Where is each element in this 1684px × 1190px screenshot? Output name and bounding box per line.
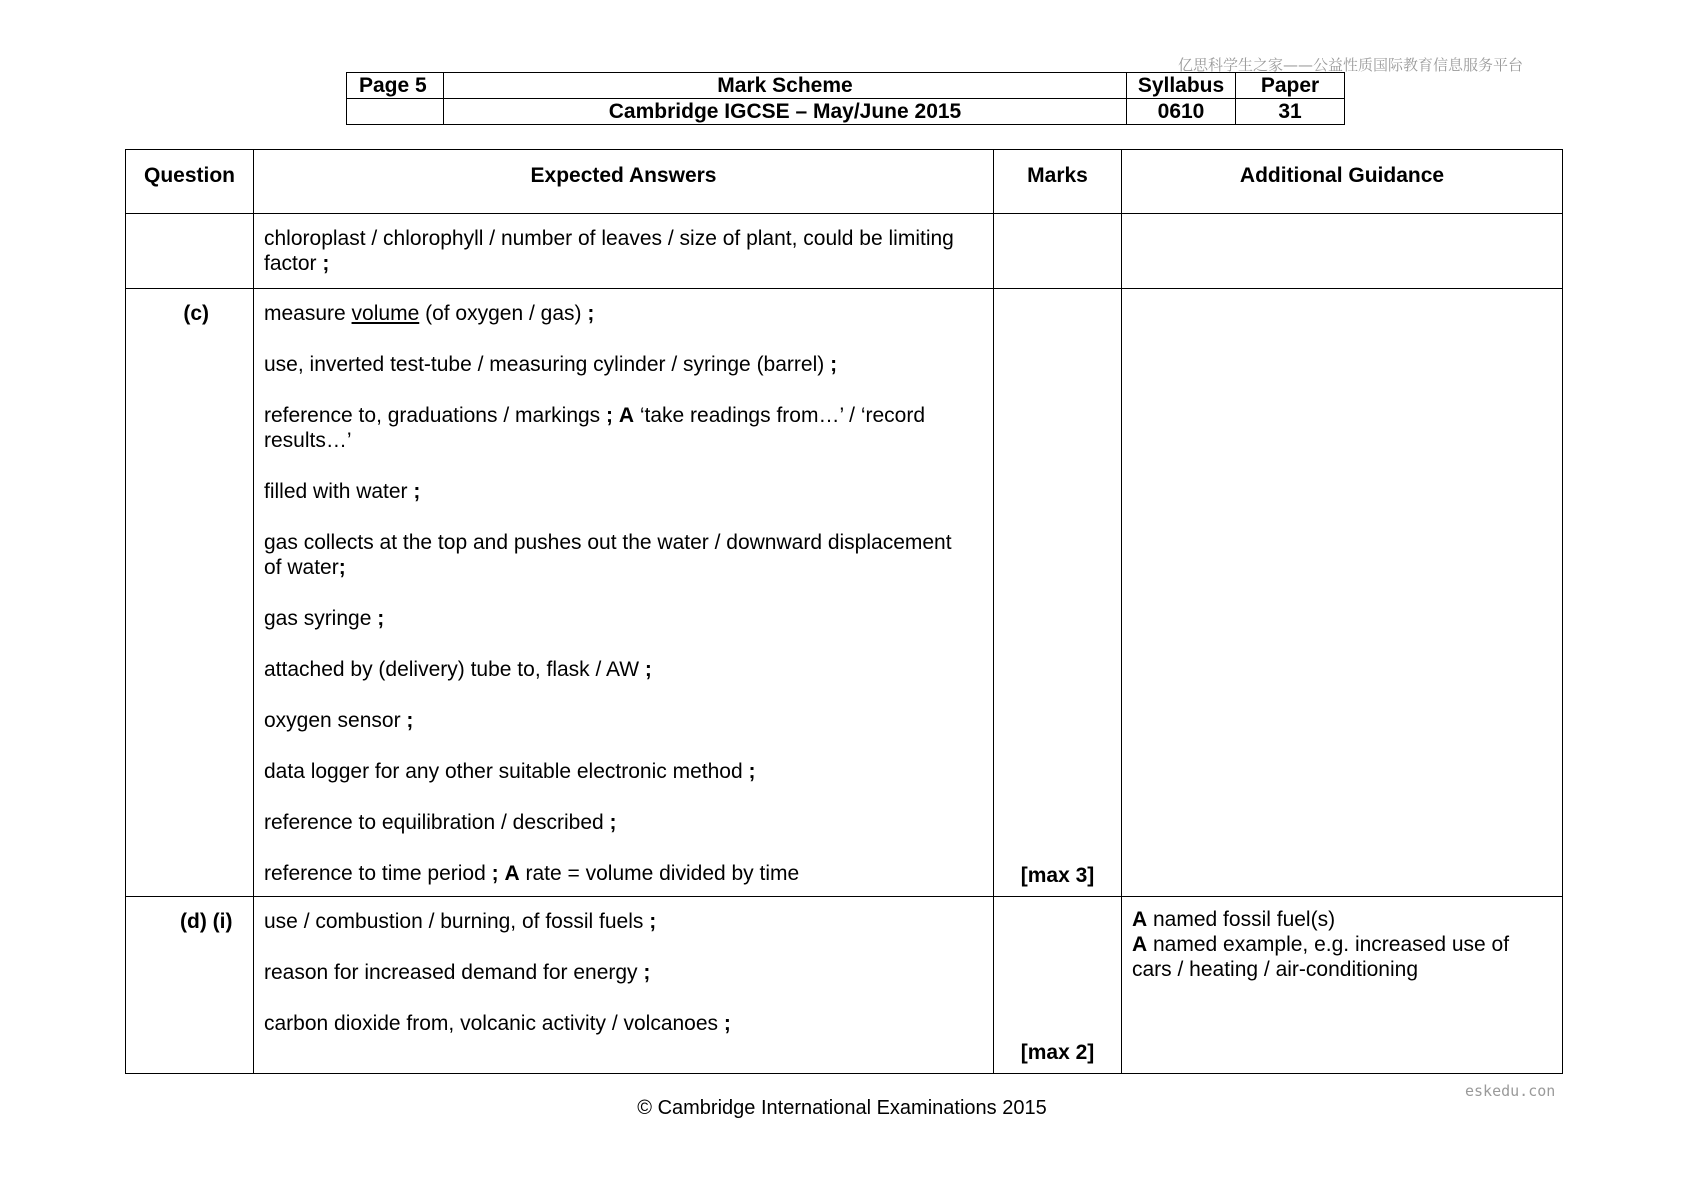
header-answers: Expected Answers — [254, 150, 994, 214]
answer-line: use / combustion / burning, of fossil fuels ; — [264, 910, 657, 933]
answer-line: gas syringe ; — [264, 607, 385, 630]
answer-line: attached by (delivery) tube to, flask / AW ; — [264, 658, 652, 681]
answer-cell — [254, 897, 994, 1074]
question-cell — [126, 897, 254, 1074]
marks-value: [max 2] — [1020, 1041, 1095, 1064]
answer-line: reference to time period ; A rate = volume divided by time — [264, 862, 800, 885]
header-marks: Marks — [994, 150, 1122, 214]
mark-scheme-table — [125, 149, 1563, 1074]
watermark-bottom: eskedu.con — [1465, 1082, 1556, 1100]
guidance-cell — [1122, 897, 1563, 1074]
answer-line: chloroplast / chlorophyll / number of leaves / size of plant, could be limiting — [264, 227, 954, 250]
question-label: (d) (i) — [180, 910, 233, 933]
guidance-line: cars / heating / air-conditioning — [1132, 958, 1418, 981]
syllabus-label: Syllabus — [1127, 73, 1236, 99]
table-row — [126, 897, 1563, 1074]
answer-line: measure volume (of oxygen / gas) ; — [264, 302, 595, 325]
marks-value: [max 3] — [1020, 864, 1095, 887]
header-question: Question — [126, 150, 254, 214]
answer-line: gas collects at the top and pushes out the water / downward displacement — [264, 531, 952, 554]
marks-cell — [994, 897, 1122, 1074]
answer-cell — [254, 289, 994, 897]
answer-line: reference to equilibration / described ; — [264, 811, 617, 834]
syllabus-value: 0610 — [1127, 99, 1236, 125]
answer-line: oxygen sensor ; — [264, 709, 414, 732]
table-row — [126, 214, 1563, 289]
paper-value: 31 — [1236, 99, 1345, 125]
question-cell — [126, 214, 254, 289]
answer-cell — [254, 214, 994, 289]
footer-copyright: © Cambridge International Examinations 2015 — [637, 1097, 1047, 1119]
table-row — [126, 289, 1563, 897]
answer-line: carbon dioxide from, volcanic activity / volcanoes ; — [264, 1012, 731, 1035]
answer-line: filled with water ; — [264, 480, 421, 503]
guidance-line: A named example, e.g. increased use of — [1132, 933, 1510, 956]
header-title: Mark Scheme — [444, 73, 1127, 99]
answer-line: of water; — [264, 556, 346, 579]
watermark-top: 亿思科学生之家——公益性质国际教育信息服务平台 — [1178, 56, 1524, 74]
answer-line: factor ; — [264, 252, 330, 275]
page-number: Page 5 — [347, 73, 444, 99]
answer-line: results…’ — [264, 429, 352, 452]
marks-cell — [994, 289, 1122, 897]
question-label: (c) — [183, 302, 209, 325]
guidance-line: A named fossil fuel(s) — [1132, 908, 1336, 931]
marks-cell — [994, 214, 1122, 289]
answer-line: reference to, graduations / markings ; A ‘take readings from…’ / ‘record — [264, 404, 926, 427]
question-cell — [126, 289, 254, 897]
answer-line: reason for increased demand for energy ; — [264, 961, 651, 984]
guidance-cell — [1122, 289, 1563, 897]
paper-label: Paper — [1236, 73, 1345, 99]
header-subtitle: Cambridge IGCSE – May/June 2015 — [444, 99, 1127, 125]
header-guidance: Additional Guidance — [1122, 150, 1563, 214]
answer-line: data logger for any other suitable electronic method ; — [264, 760, 756, 783]
page-blank — [347, 99, 444, 125]
guidance-cell — [1122, 214, 1563, 289]
paper-header — [346, 72, 1345, 125]
answer-line: use, inverted test-tube / measuring cylinder / syringe (barrel) ; — [264, 353, 838, 376]
